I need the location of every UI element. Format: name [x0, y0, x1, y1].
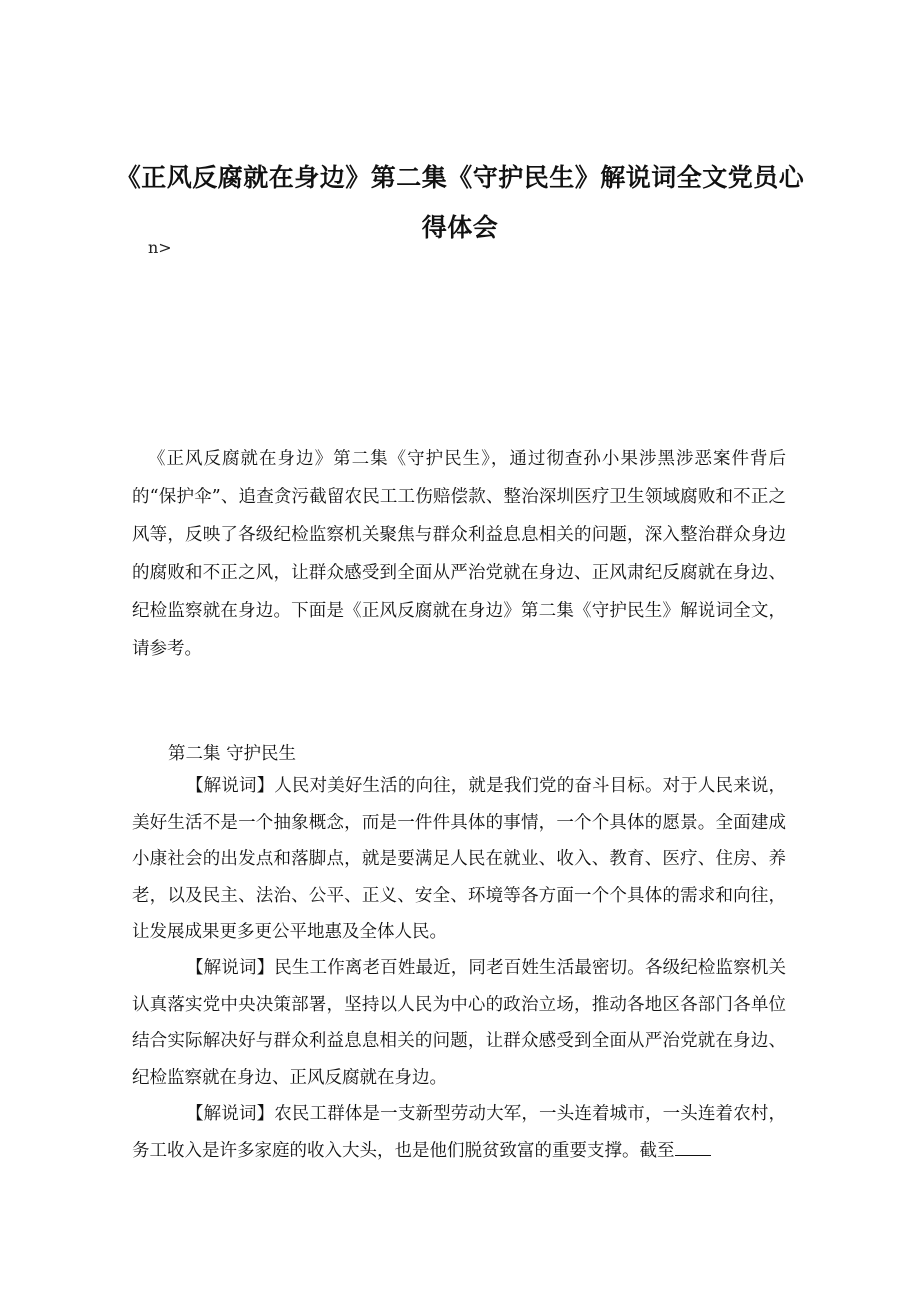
narration-paragraph-1 [132, 768, 786, 951]
narration-text-2: 民生工作离老百姓最近，同老百姓生活最密切。各级纪检监察机关认真落实党中央决策部署，坚持以人民为中心的政治立场，推动各地区各部门各单位结合实际解决好与群众利益息息相关的问题，让群众感受到全面从严治党就在身边、纪检监察就在身边、正风反腐就在身边。 [132, 958, 787, 1088]
document-title: 《正风反腐就在身边》第二集《守护民生》解说词全文党员心得体会 [115, 162, 805, 242]
narration-text-1: 人民对美好生活的向往，就是我们党的奋斗目标。对于人民来说，美好生活不是一个抽象概念，而是一件件具体的事情，一个个具体的愿景。全面建成小康社会的出发点和落脚点，就是要满足人民在就业、收入、教育、医疗、住房、养老，以及民主、法治、公平、正义、安全、环境等各方面一个个具体的需求和向往，让发展成果更多更公平地惠及全体人民。 [132, 776, 787, 942]
nav-mark: n> [148, 238, 172, 257]
narration-paragraph-3 [132, 1096, 786, 1169]
narration-text-3: 农民工群体是一支新型劳动大军，一头连着城市，一头连着农村，务工收入是许多家庭的收入大头，也是他们脱贫致富的重要支撑。截至 [132, 1104, 787, 1161]
blank-underline [675, 1137, 711, 1156]
intro-paragraph: 《正风反腐就在身边》第二集《守护民生》，通过彻查孙小果涉黑涉恶案件背后的“保护伞”、追查贪污截留农民工工伤赔偿款、整治深圳医疗卫生领域腐败和不正之风等，反映了各级纪检监察机关聚焦与群众利益息息相关的问题，深入整治群众身边的腐败和不正之风，让群众感受到全面从严治党就在身边、正风肃纪反腐就在身边、纪检监察就在身边。下面是《正风反腐就在身边》第二集《守护民生》解说词全文，请参考。 [132, 449, 786, 659]
narration-paragraph-2 [132, 950, 786, 1096]
section-heading: 第二集 守护民生 [168, 744, 297, 764]
narration-tag: 【解说词】 [186, 958, 275, 978]
narration-tag: 【解说词】 [186, 776, 275, 796]
narration-tag: 【解说词】 [186, 1104, 275, 1124]
